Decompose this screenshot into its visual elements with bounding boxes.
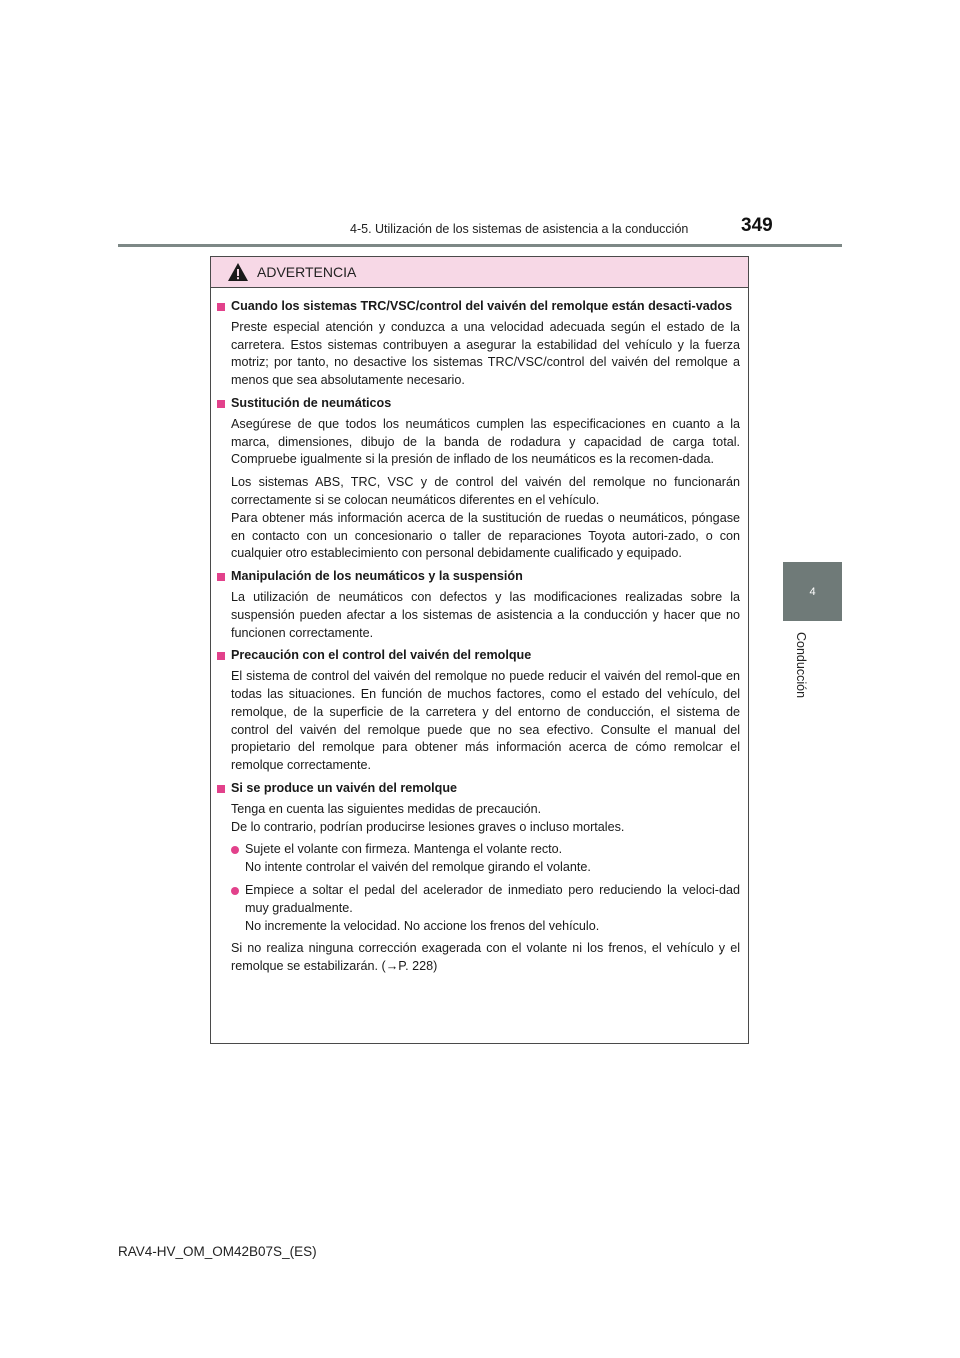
- warning-triangle-icon: [227, 262, 249, 282]
- section-paragraph: Para obtener más información acerca de la sustitución de ruedas o neumáticos, póngase en contacto con un concesionario o taller de reparaciones Toyota autori-zado, o con cualquier otro establecimiento con personal debidamente cualificado y equipado.: [231, 510, 740, 561]
- page-number: 349: [741, 215, 773, 236]
- warning-section: [216, 395, 740, 563]
- section-square-icon: [217, 303, 225, 311]
- bullet-text: [245, 882, 740, 935]
- section-paragraph: Preste especial atención y conduzca a una velocidad adecuada según el estado de la carretera. Estos sistemas contribuyen a asegurar la estabilidad del vehículo y la fuerza motriz; por tanto, no desactive los sistemas TRC/VSC/control del vaivén del remolque a menos que sea absolutamente necesario.: [231, 319, 740, 388]
- footer-model-code: RAV4-HV_OM_OM42B07S_(ES): [118, 1244, 317, 1259]
- bullet-line: Sujete el volante con firmeza. Mantenga el volante recto.: [245, 842, 563, 857]
- section-paragraph: Asegúrese de que todos los neumáticos cumplen las especificaciones en cuanto a la marca, dimensiones, dibujo de la banda de rodadura y capacidad de carga total. Compruebe igualmente si la presión de inflado de los neumáticos es la recomen-dada.: [231, 416, 740, 467]
- section-square-icon: [217, 652, 225, 660]
- chapter-tab: [783, 562, 842, 621]
- section-title: [216, 298, 740, 316]
- section-title: [216, 395, 740, 413]
- warning-section: [216, 780, 740, 976]
- section-square-icon: [217, 400, 225, 408]
- bullet-dot-icon: [231, 887, 239, 895]
- header-rule: [118, 244, 842, 247]
- section-closing: Si no realiza ninguna corrección exagerada con el volante ni los frenos, el vehículo y el remolque se estabilizarán. (→P. 228): [231, 941, 740, 974]
- warning-body: [211, 288, 748, 976]
- header-section-title: 4-5. Utilización de los sistemas de asistencia a la conducción: [350, 222, 689, 236]
- chapter-number: 4: [809, 585, 816, 598]
- section-title-text: Si se produce un vaivén del remolque: [231, 780, 458, 795]
- warning-box: [210, 256, 749, 1044]
- warning-title: ADVERTENCIA: [257, 264, 357, 280]
- warning-section: [216, 298, 740, 390]
- section-title-text: Precaución con el control del vaivén del remolque: [231, 648, 532, 663]
- section-square-icon: [217, 785, 225, 793]
- bullet-item: [216, 882, 740, 935]
- section-paragraph: De lo contrario, podrían producirse lesiones graves o incluso mortales.: [231, 819, 625, 834]
- bullet-line: No intente controlar el vaivén del remolque girando el volante.: [245, 860, 591, 875]
- bullet-text: [245, 841, 740, 877]
- section-paragraph: Tenga en cuenta las siguientes medidas de precaución.: [231, 801, 542, 816]
- section-title: [216, 780, 740, 798]
- section-paragraph: Los sistemas ABS, TRC, VSC y de control del vaivén del remolque no funcionarán correctamente si se colocan neumáticos diferentes en el vehículo.: [231, 475, 740, 507]
- section-title: [216, 647, 740, 665]
- chapter-label: Conducción: [794, 632, 808, 699]
- section-title-text: Cuando los sistemas TRC/VSC/control del vaivén del remolque están desacti-vados: [231, 299, 733, 313]
- bullet-dot-icon: [231, 846, 239, 854]
- warning-section: [216, 647, 740, 775]
- warning-section: [216, 568, 740, 642]
- bullet-line: No incremente la velocidad. No accione los frenos del vehículo.: [245, 918, 600, 933]
- section-square-icon: [217, 573, 225, 581]
- section-paragraph: La utilización de neumáticos con defectos y las modificaciones realizadas sobre la suspensión pueden afectar a los sistemas de asistencia a la conducción y hacer que no funcionen correctamente.: [231, 589, 740, 640]
- section-title: [216, 568, 740, 586]
- warning-header: [211, 257, 748, 288]
- section-paragraph: El sistema de control del vaivén del remolque no puede reducir el vaivén del remol-que en todas las situaciones. En función de muchos factores, como el estado del vehículo, del remolque, de la superficie de la carretera y del entorno de conducción, el sistema de control del vaivén del remolque puede que no sea efectivo. Consulte el manual del propietario del remolque para obtener más información acerca de cómo remolcar el remolque correctamente.: [231, 669, 740, 773]
- bullet-line: Empiece a soltar el pedal del acelerador de inmediato pero reduciendo la veloci-dad muy gradualmente.: [245, 882, 740, 915]
- bullet-item: [216, 841, 740, 877]
- section-title-text: Manipulación de los neumáticos y la suspensión: [231, 569, 523, 584]
- section-title-text: Sustitución de neumáticos: [231, 395, 392, 410]
